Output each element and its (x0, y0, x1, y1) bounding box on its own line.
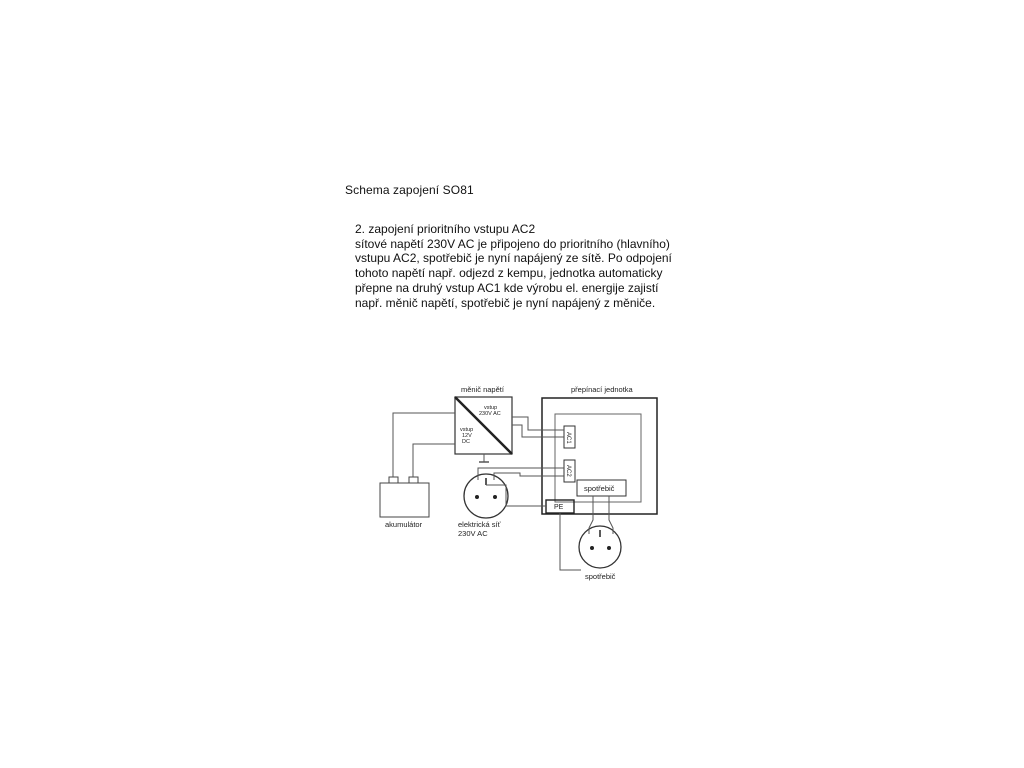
inverter-ac-label-2: 230V AC (479, 411, 501, 417)
description-line: přepne na druhý vstup AC1 kde výrobu el. energije zajistí (355, 280, 659, 295)
wire-inverter-ac1-2 (512, 425, 564, 437)
wire-battery-dc-1 (393, 413, 455, 477)
wire-battery-dc-2 (413, 444, 455, 477)
grid-label-2: 230V AC (458, 529, 488, 538)
description-line: tohoto napětí např. odjezd z kempu, jednotka automaticky (355, 266, 663, 281)
inverter-dc-label-3: DC (462, 439, 470, 445)
description-line: sítové napětí 230V AC je připojeno do prioritního (hlavního) (355, 236, 670, 251)
inverter-dc-label-1: vstup (460, 427, 474, 433)
switch-unit-label: přepínací jednotka (571, 385, 633, 394)
consumer-box-label: spotřebič (584, 484, 615, 493)
consumer-socket-label: spotřebič (585, 572, 616, 581)
grid-label-1: elektrická síť (458, 520, 501, 529)
consumer-socket-pin-left (590, 546, 594, 550)
battery-body (380, 483, 429, 517)
wire-pe-consumer (560, 513, 581, 570)
wire-grid-ac2-2 (494, 473, 564, 480)
battery-terminal-left (389, 477, 398, 483)
wire-inverter-ac1-1 (512, 417, 564, 430)
consumer-socket-pin-right (607, 546, 611, 550)
ac1-label: AC1 (565, 432, 571, 444)
description-line: vstupu AC2, spotřebič je nyní napájený ze sítě. Po odpojení (355, 251, 672, 266)
description-line: 2. zapojení prioritního vstupu AC2 (355, 222, 536, 236)
battery-label: akumulátor (385, 520, 423, 529)
document-title: Schema zapojení SO81 (345, 183, 474, 197)
pe-label: PE (554, 504, 564, 511)
inverter-ac-label-1: vstup (484, 405, 498, 411)
grid-socket-pin-left (475, 495, 479, 499)
ac2-label: AC2 (565, 465, 571, 477)
grid-socket-pin-right (493, 495, 497, 499)
description-line: např. měnič napětí, spotřebič je nyní napájený z měniče. (355, 295, 656, 310)
battery-terminal-right (409, 477, 418, 483)
inverter-label: měnič napětí (461, 385, 504, 394)
switch-unit-box (542, 398, 657, 514)
inverter-dc-label-2: 12V (462, 433, 472, 439)
